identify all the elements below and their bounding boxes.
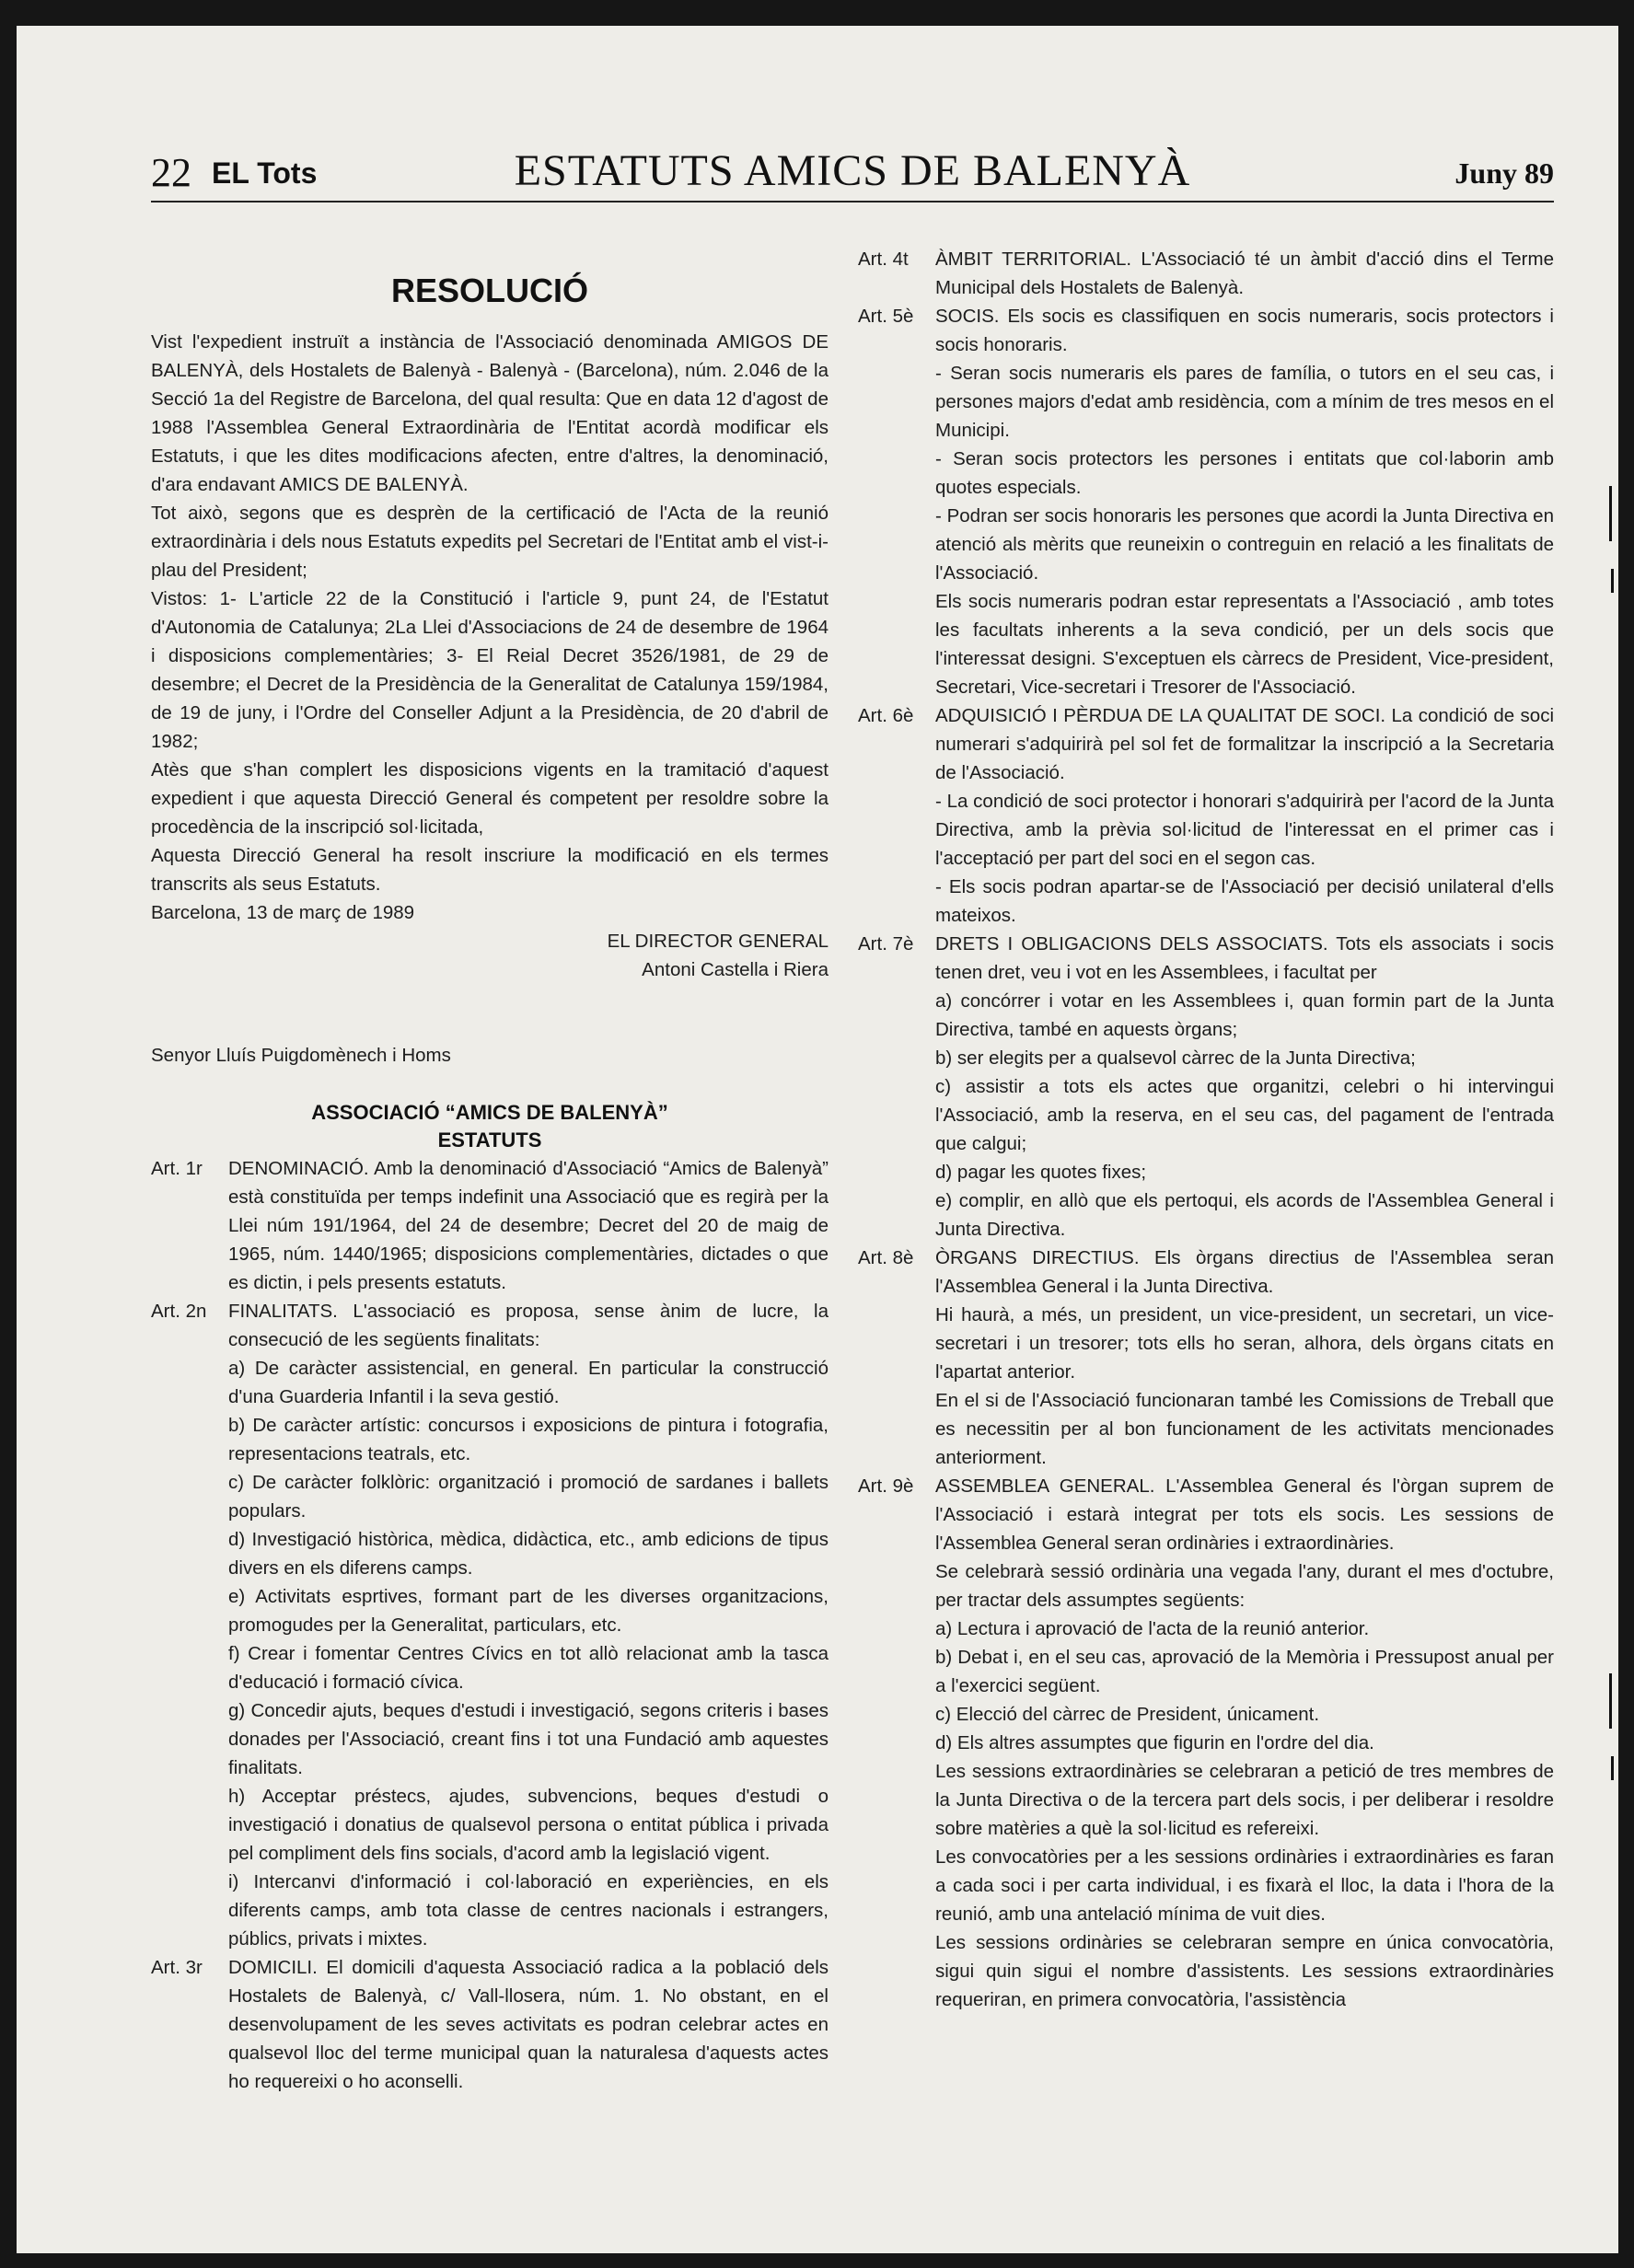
article-text: FINALITATS. L'associació es proposa, sense ànim de lucre, la consecució de les següents finalitats: (228, 1301, 829, 1350)
article-text: SOCIS. Els socis es classifiquen en socis numeraris, socis protectors i socis honoraris. (935, 306, 1554, 355)
article-text: - La condició de soci protector i honorari s'adquirirà per l'acord de la Junta Directiva, amb la prèvia sol·licitud de l'interessat en el primer cas i l'acceptació per part del soci en el segon cas. (935, 791, 1554, 869)
article-number: Art. 8è (858, 1247, 914, 1268)
right-column (858, 245, 1554, 2014)
article-text: Les convocatòries per a les sessions ordinàries i extraordinàries es faran a cada soci i per carta individual, i es fixarà el lloc, la data i l'hora de la reunió, amb una antelació mínima de vuit dies. (935, 1846, 1554, 1925)
article-text: Se celebrarà sessió ordinària una vegada l'any, durant el mes d'octubre, per tractar dels assumptes següents: (935, 1561, 1554, 1611)
article-text: DENOMINACIÓ. Amb la denominació d'Associació “Amics de Balenyà” està constituïda per temps indefinit una Associació que es regirà per la Llei núm 191/1964, del 24 de desembre; Decret del 20 de maig de 1965, núm. 1440/1965; disposicions complementàries, dictades o que es dictin, i pels presents estatuts. (228, 1158, 829, 1293)
association-title: ASSOCIACIÓ “AMICS DE BALENYÀ” (311, 1101, 668, 1124)
issue-date: Juny 89 (1454, 156, 1554, 190)
article-text: b) Debat i, en el seu cas, aprovació de la Memòria i Pressupost anual per a l'exercici següent. (935, 1647, 1554, 1696)
article-text: Les sessions ordinàries se celebraran sempre en única convocatòria, sigui quin sigui el nombre d'assistents. Les sessions extraordinàries requeriran, en primera convocatòria, l'assistència (935, 1932, 1554, 2010)
article-text: - Seran socis protectors les persones i entitats que col·laborin amb quotes especials. (935, 448, 1554, 498)
article-text: Les sessions extraordinàries se celebraran a petició de tres membres de la Junta Directiva o de la tercera part dels socis, i per deliberar i resoldre sobre matèries a què la sol·licitud es refereixi. (935, 1761, 1554, 1839)
margin-mark (1609, 1673, 1612, 1729)
article-number: Art. 1r (151, 1158, 203, 1179)
article (151, 1297, 829, 1953)
resolution-heading: RESOLUCIÓ (390, 272, 588, 309)
article-body (935, 930, 1554, 1244)
article-number: Art. 3r (151, 1957, 203, 1978)
article-number: Art. 9è (858, 1475, 914, 1497)
article-text: g) Concedir ajuts, beques d'estudi i investigació, segons criteris i bases donades per l'Associació, creant fins i tot una Fundació amb aquestes finalitats. (228, 1700, 829, 1778)
resolution-paragraph: Aquesta Direcció General ha resolt inscriure la modificació en els termes transcrits als seus Estatuts. (151, 845, 829, 895)
article-text: a) concórrer i votar en les Assemblees i, quan formin part de la Junta Directiva, també en aquests òrgans; (935, 990, 1554, 1040)
margin-mark (1609, 486, 1612, 541)
article (151, 1154, 829, 1297)
article-number: Art. 7è (858, 933, 914, 955)
article-text: c) De caràcter folklòric: organització i promoció de sardanes i ballets populars. (228, 1472, 829, 1522)
article-text: - Els socis podran apartar-se de l'Associació per decisió unilateral d'ells mateixos. (935, 876, 1554, 926)
margin-mark (1611, 1756, 1614, 1780)
resolution-paragraph: Vist l'expedient instruït a instància de l'Associació denominada AMIGOS DE BALENYÀ, dels Hostalets de Balenyà - Balenyà - (Barcelona), núm. 2.046 de la Secció 1a del Registre de Barcelona, del qual resulta: Que en data 12 d'agost de 1988 l'Assemblea General Extraordinària de l'Entitat acordà modificar els Estatuts, i que les dites modificacions afecten, entre d'altres, la denominació, d'ara endavant AMICS DE BALENYÀ. (151, 331, 829, 495)
article-text: c) Elecció del càrrec de President, únicament. (935, 1704, 1320, 1725)
article (858, 245, 1554, 302)
article-body (935, 245, 1554, 302)
article-text: ASSEMBLEA GENERAL. L'Assemblea General és l'òrgan suprem de l'Associació i estarà integrat per tots els socis. Les sessions de l'Assemblea General seran ordinàries i extraordinàries. (935, 1475, 1554, 1554)
article (858, 930, 1554, 1244)
signatory-title: EL DIRECTOR GENERAL (607, 931, 829, 952)
article-text: h) Acceptar préstecs, ajudes, subvencions, beques d'estudi o investigació i donatius de qualsevol persona o entitat pública i privada pel compliment dels fins socials, d'acord amb la legislació vigent. (228, 1786, 829, 1864)
resolution-date: Barcelona, 13 de març de 1989 (151, 902, 415, 923)
article-text: Els socis numeraris podran estar representats a l'Associació , amb totes les facultats inherents a la seva condició, per un dels socis que l'interessat designi. S'exceptuen els càrrecs de President, Vice-president, Secretari, Vice-secretari i Tresorer de l'Associació. (935, 591, 1554, 698)
article-text: b) ser elegits per a qualsevol càrrec de la Junta Directiva; (935, 1047, 1416, 1069)
resolution-paragraph: Vistos: 1- L'article 22 de la Constitució i l'article 9, punt 24, de l'Estatut d'Autonomia de Catalunya; 2La Llei d'Associacions de 24 de desembre de 1964 i disposicions complementàries; 3- El Reial Decret 3526/1981, de 29 de desembre; el Decret de la Presidència de la Generalitat de Catalunya 159/1984, de 19 de juny, i l'Ordre del Conseller Adjunt a la Presidència, de 20 d'abril de 1982; (151, 588, 829, 752)
page-header (151, 129, 1554, 202)
article-body (228, 1154, 829, 1297)
article (151, 1953, 829, 2096)
article-text: ÀMBIT TERRITORIAL. L'Associació té un àmbit d'acció dins el Terme Municipal dels Hostalets de Balenyà. (935, 249, 1554, 298)
margin-mark (1611, 569, 1614, 593)
article-number: Art. 6è (858, 705, 914, 726)
article-text: e) Activitats esprtives, formant part de les diverses organitzacions, promogudes per la Generalitat, particulars, etc. (228, 1586, 829, 1636)
article-number: Art. 4t (858, 249, 909, 270)
article-text: a) De caràcter assistencial, en general. En particular la construcció d'una Guarderia Infantil i la seva gestió. (228, 1358, 829, 1407)
article-text: DRETS I OBLIGACIONS DELS ASSOCIATS. Tots els associats i socis tenen dret, veu i vot en les Assemblees, i facultat per (935, 933, 1554, 983)
article-text: i) Intercanvi d'informació i col·laboració en experiències, en els diferents camps, amb tota classe de centres nacionals i estrangers, públics, privats i mixtes. (228, 1871, 829, 1950)
article-text: c) assistir a tots els actes que organitzi, celebri o hi intervingui l'Associació, amb la reserva, en el seu cas, del pagament de l'entrada que calgui; (935, 1076, 1554, 1154)
document-page (17, 26, 1618, 2253)
resolution-paragraph: Atès que s'han complert les disposicions vigents en la tramitació d'aquest expedient i que aquesta Direcció General és competent per resoldre sobre la procedència de la inscripció sol·licitada, (151, 759, 829, 838)
resolution-paragraph: Tot això, segons que es desprèn de la certificació de l'Acta de la reunió extraordinària i dels nous Estatuts expedits pel Secretari de l'Entitat amb el vist-i-plau del President; (151, 503, 829, 581)
article-number: Art. 5è (858, 306, 914, 327)
article-text: d) Els altres assumptes que figurin en l'ordre del dia. (935, 1732, 1374, 1753)
article-text: e) complir, en allò que els pertoqui, els acords de l'Assemblea General i Junta Directiva. (935, 1190, 1554, 1240)
addressee: Senyor Lluís Puigdomènech i Homs (151, 1045, 451, 1066)
article-text: Hi haurà, a més, un president, un vice-president, un secretari, un vice-secretari i un tresorer; tots ells ho seran, alhora, dels òrgans citats en l'apartat anterior. (935, 1304, 1554, 1383)
article (858, 302, 1554, 701)
article (858, 1244, 1554, 1472)
publication-name: EL Tots (212, 156, 318, 190)
article-text: b) De caràcter artístic: concursos i exposicions de pintura i fotografia, representacions teatrals, etc. (228, 1415, 829, 1464)
article-body (935, 1244, 1554, 1472)
article-text: - Podran ser socis honoraris les persones que acordi la Junta Directiva en atenció als mèrits que reuneixin o contreguin en relació a les finalitats de l'Associació. (935, 505, 1554, 584)
article-body (228, 1953, 829, 2096)
article-body (228, 1297, 829, 1953)
article-text: - Seran socis numeraris els pares de família, o tutors en el seu cas, i persones majors d'edat amb residència, com a mínim de tres mesos en el Municipi. (935, 363, 1554, 441)
page-number: 22 (151, 150, 191, 195)
article (858, 701, 1554, 930)
article-text: ADQUISICIÓ I PÈRDUA DE LA QUALITAT DE SOCI. La condició de soci numerari s'adquirirà pel sol fet de formalitzar la inscripció a la Secretaria de l'Associació. (935, 705, 1554, 783)
article-number: Art. 2n (151, 1301, 207, 1322)
article (858, 1472, 1554, 2014)
article-body (935, 302, 1554, 701)
article-body (935, 701, 1554, 930)
signatory-name: Antoni Castella i Riera (642, 959, 829, 980)
article-text: a) Lectura i aprovació de l'acta de la reunió anterior. (935, 1618, 1370, 1639)
article-text: DOMICILI. El domicili d'aquesta Associació radica a la població dels Hostalets de Balenyà, c/ Vall-llosera, núm. 1. No obstant, en el desenvolupament de les seves activitats es podran celebrar actes en qualsevol lloc del terme municipal quan la naturalesa d'aquests actes ho requereixi o ho aconselli. (228, 1957, 829, 2092)
article-body (935, 1472, 1554, 2014)
statutes-title: ESTATUTS (437, 1128, 542, 1151)
article-text: ÒRGANS DIRECTIUS. Els òrgans directius de l'Assemblea seran l'Assemblea General i la Junta Directiva. (935, 1247, 1554, 1297)
article-text: f) Crear i fomentar Centres Cívics en tot allò relacionat amb la tasca d'educació i formació cívica. (228, 1643, 829, 1693)
page-title: ESTATUTS AMICS DE BALENYÀ (514, 146, 1191, 195)
left-column (151, 245, 829, 2096)
article-text: d) Investigació històrica, mèdica, didàctica, etc., amb edicions de tipus divers en els diferens camps. (228, 1529, 829, 1579)
article-text: d) pagar les quotes fixes; (935, 1162, 1147, 1183)
article-text: En el si de l'Associació funcionaran també les Comissions de Treball que es necessitin per al bon funcionament de les activitats mencionades anteriorment. (935, 1390, 1554, 1468)
